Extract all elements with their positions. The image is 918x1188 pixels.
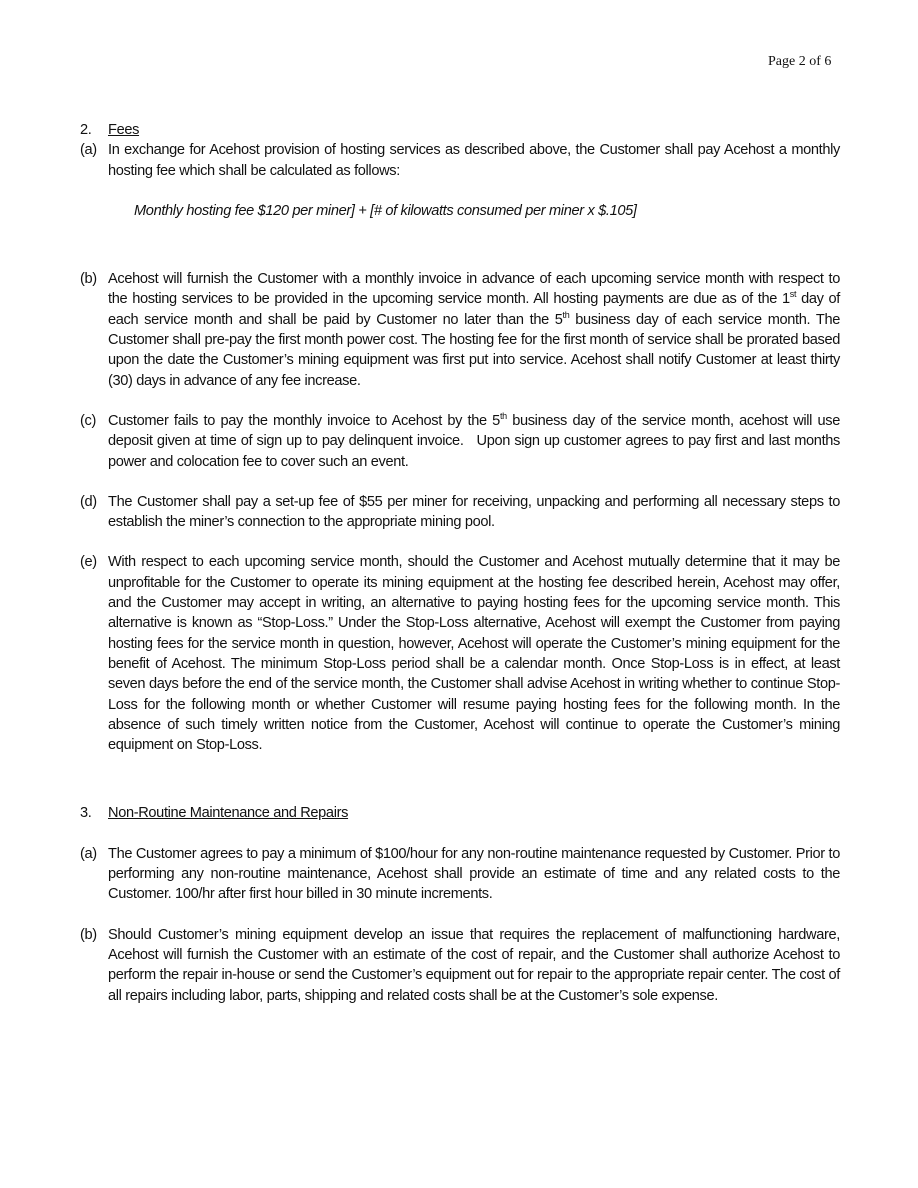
clause-label: (d)	[80, 493, 97, 510]
section-title: Non-Routine Maintenance and Repairs	[108, 805, 349, 822]
clause-label: (b)	[80, 271, 97, 288]
document-body	[80, 120, 844, 1006]
section-number: 3.	[80, 805, 92, 822]
clause-text: The Customer agrees to pay a minimum of $100/hour for any non-routine maintenance requested by Customer. Prior to performing any non-routine maintenance, Acehost shall provide an estimate of time and any related costs to the Customer. 100/hr after first hour billed in 30 minute increments.	[108, 845, 840, 903]
clause-label: (a)	[80, 142, 97, 159]
section-number: 2.	[80, 122, 92, 138]
clause-3a	[80, 844, 840, 905]
section-title: Fees	[108, 122, 140, 138]
section-maintenance-heading	[80, 803, 840, 823]
clause-2d	[80, 492, 840, 533]
clause-text: Customer fails to pay the monthly invoice to Acehost by the 5th business day of the service month, acehost will use deposit given at time of sign up to pay delinquent invoice. Upon sign up customer agrees to pay first and last months power and colocation fee to cover such an event.	[108, 411, 844, 470]
clause-2b	[80, 269, 840, 391]
clause-text: The Customer shall pay a set-up fee of $55 per miner for receiving, unpacking and performing all necessary steps to establish the miner’s connection to the appropriate mining pool.	[108, 493, 840, 531]
clause-2a	[80, 140, 840, 181]
clause-label: (a)	[80, 845, 97, 862]
section-fees-heading	[80, 120, 840, 140]
page-number: Page 2 of 6	[768, 54, 832, 69]
clause-text: Acehost will furnish the Customer with a monthly invoice in advance of each upcoming service month with respect to the hosting services to be provided in the upcoming service month. All hosting payments are due as of the 1st day of each service month and shall be paid by Customer no later than the 5th business day of each service month. The Customer shall pre-pay the first month power cost. The hosting fee for the first month of service shall be prorated based upon the date the Customer’s mining equipment was first put into service. Acehost shall notify Customer at least thirty (30) days in advance of any fee increase.	[108, 271, 840, 389]
clause-2c	[80, 411, 844, 472]
clause-label: (c)	[80, 412, 96, 429]
clause-label: (e)	[80, 554, 97, 571]
clause-text: With respect to each upcoming service month, should the Customer and Acehost mutually determine that it may be unprofitable for the Customer to operate its mining equipment at the hosting fee described herein, Acehost may offer, and the Customer may accept in writing, an alternative to paying hosting fees for the upcoming service month. This alternative is known as “Stop-Loss.” Under the Stop-Loss alternative, Acehost will exempt the Customer from paying hosting fees for the service month in question, however, Acehost will operate the Customer’s mining equipment for the benefit of Acehost. The minimum Stop-Loss period shall be a calendar month. Once Stop-Loss is in effect, at least seven days before the end of the service month, the Customer shall advise Acehost in writing whether to continue Stop-Loss for the following month or whether Customer will resume paying hosting fees for the following month. In the absence of such timely written notice from the Customer, Acehost will continue to operate the Customer’s mining equipment on Stop-Loss.	[108, 554, 840, 754]
clause-2e	[80, 552, 840, 755]
clause-3b	[80, 925, 840, 1006]
fee-formula: Monthly hosting fee $120 per miner] + [# of kilowatts consumed per miner x $.105]	[134, 202, 637, 219]
clause-text: Should Customer’s mining equipment develop an issue that requires the replacement of malfunctioning hardware, Acehost will furnish the Customer with an estimate of the cost of repair, and the Customer shall authorize Acehost to perform the repair in-house or send the Customer’s equipment out for repair to the appropriate repair center. The cost of all repairs including labor, parts, shipping and related costs shall be at the Customer’s sole expense.	[108, 926, 840, 1004]
clause-text: In exchange for Acehost provision of hosting services as described above, the Customer shall pay Acehost a monthly hosting fee which shall be calculated as follows:	[108, 142, 840, 179]
clause-label: (b)	[80, 926, 97, 943]
